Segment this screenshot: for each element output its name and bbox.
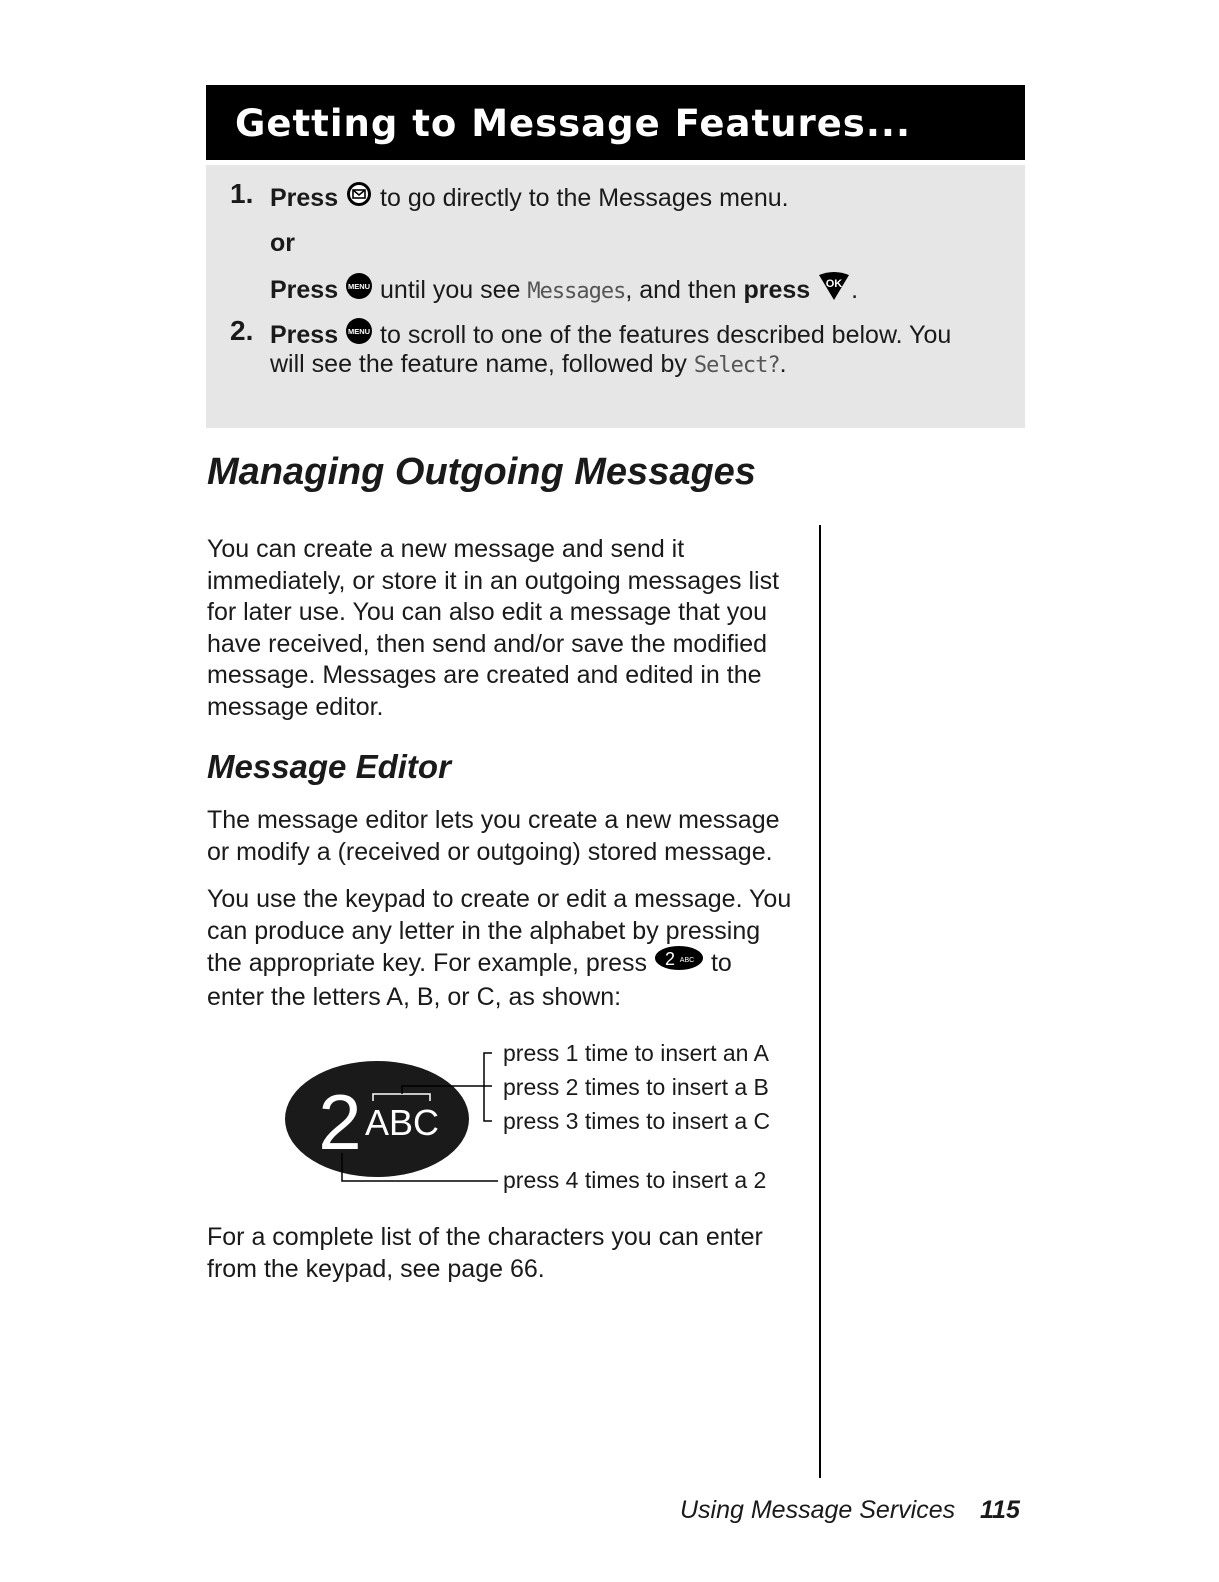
section-title: Managing Outgoing Messages xyxy=(207,451,756,493)
step-1-alt-press2: press xyxy=(743,276,811,305)
envelope-key-icon xyxy=(345,180,373,215)
editor-line: or modify a (received or outgoing) stored message. xyxy=(207,837,773,866)
step-1-line xyxy=(270,182,789,217)
step-2-text: to scroll to one of the features described below. You xyxy=(380,321,952,350)
intro-line: You can create a new message and send it xyxy=(207,535,685,563)
editor-line: from the keypad, see page 66. xyxy=(207,1254,545,1283)
banner-title: Getting to Message Features... xyxy=(235,102,912,145)
message-editor-title: Message Editor xyxy=(207,748,451,785)
step-2-number: 2. xyxy=(230,315,254,346)
key-2-digit: 2 xyxy=(664,949,675,969)
key-2-large-letters: ABC xyxy=(364,1102,440,1143)
step-1-alt-press: Press xyxy=(270,276,339,305)
menu-key-label: MENU xyxy=(348,282,371,291)
step-2-text-b: will see the feature name, followed by xyxy=(270,350,687,378)
display-messages: Messages xyxy=(527,279,626,305)
intro-paragraph xyxy=(207,534,807,723)
key-2-icon xyxy=(654,945,704,980)
step-2-line xyxy=(270,319,951,354)
step-1-number: 1. xyxy=(230,178,254,209)
editor-line: The message editor lets you create a new message xyxy=(207,806,780,834)
editor-line: For a complete list of the characters you can enter xyxy=(207,1223,763,1251)
editor-line: can produce any letter in the alphabet by pressing xyxy=(207,916,761,945)
step-2-line-2 xyxy=(270,350,787,379)
step-1-text: to go directly to the Messages menu. xyxy=(380,184,789,213)
step-1-press: Press xyxy=(270,184,339,213)
editor-line xyxy=(207,947,807,982)
intro-line: for later use. You can also edit a message that you xyxy=(207,598,768,626)
editor-paragraph-3 xyxy=(207,1222,807,1285)
key-2-large-digit: 2 xyxy=(318,1078,362,1166)
menu-key-label: MENU xyxy=(348,327,371,336)
figure-caption: press 2 times to insert a B xyxy=(503,1074,769,1100)
keypad-figure xyxy=(280,1035,800,1200)
editor-paragraph-2 xyxy=(207,884,807,1013)
steps-box xyxy=(206,165,1025,428)
editor-line: You use the keypad to create or edit a message. You xyxy=(207,885,792,913)
intro-line: immediately, or store it in an outgoing messages list xyxy=(207,566,780,595)
ok-key-label: OK xyxy=(825,278,843,290)
step-2-press: Press xyxy=(270,321,339,350)
editor-line-3b: to xyxy=(710,948,732,977)
footer-title: Using Message Services xyxy=(680,1496,956,1524)
figure-caption: press 4 times to insert a 2 xyxy=(503,1167,767,1193)
editor-line: enter the letters A, B, or C, as shown: xyxy=(207,982,622,1011)
figure-caption: press 3 times to insert a C xyxy=(503,1108,771,1134)
page-number: 115 xyxy=(980,1496,1020,1524)
ok-key-icon xyxy=(817,271,851,308)
step-1-alt-line xyxy=(270,273,858,310)
key-2-letters: ABC xyxy=(679,957,695,964)
menu-key-icon xyxy=(345,272,373,307)
intro-line: message editor. xyxy=(207,692,384,721)
step-1-alt-text-b: , and then xyxy=(625,276,737,305)
figure-caption: press 1 time to insert an A xyxy=(503,1040,769,1066)
step-1-or: or xyxy=(270,229,295,257)
margin-rule xyxy=(819,525,821,1478)
step-1-alt-end: . xyxy=(851,276,859,305)
step-2-end: . xyxy=(779,350,787,378)
menu-key-icon xyxy=(345,317,373,352)
display-select: Select? xyxy=(693,353,780,378)
step-1-alt-text: until you see xyxy=(380,276,521,305)
section-banner xyxy=(206,85,1025,160)
editor-paragraph-1 xyxy=(207,805,807,868)
editor-line-3a: the appropriate key. For example, press xyxy=(207,948,648,977)
intro-line: message. Messages are created and edited in the xyxy=(207,661,762,689)
intro-line: have received, then send and/or save the modified xyxy=(207,629,768,658)
